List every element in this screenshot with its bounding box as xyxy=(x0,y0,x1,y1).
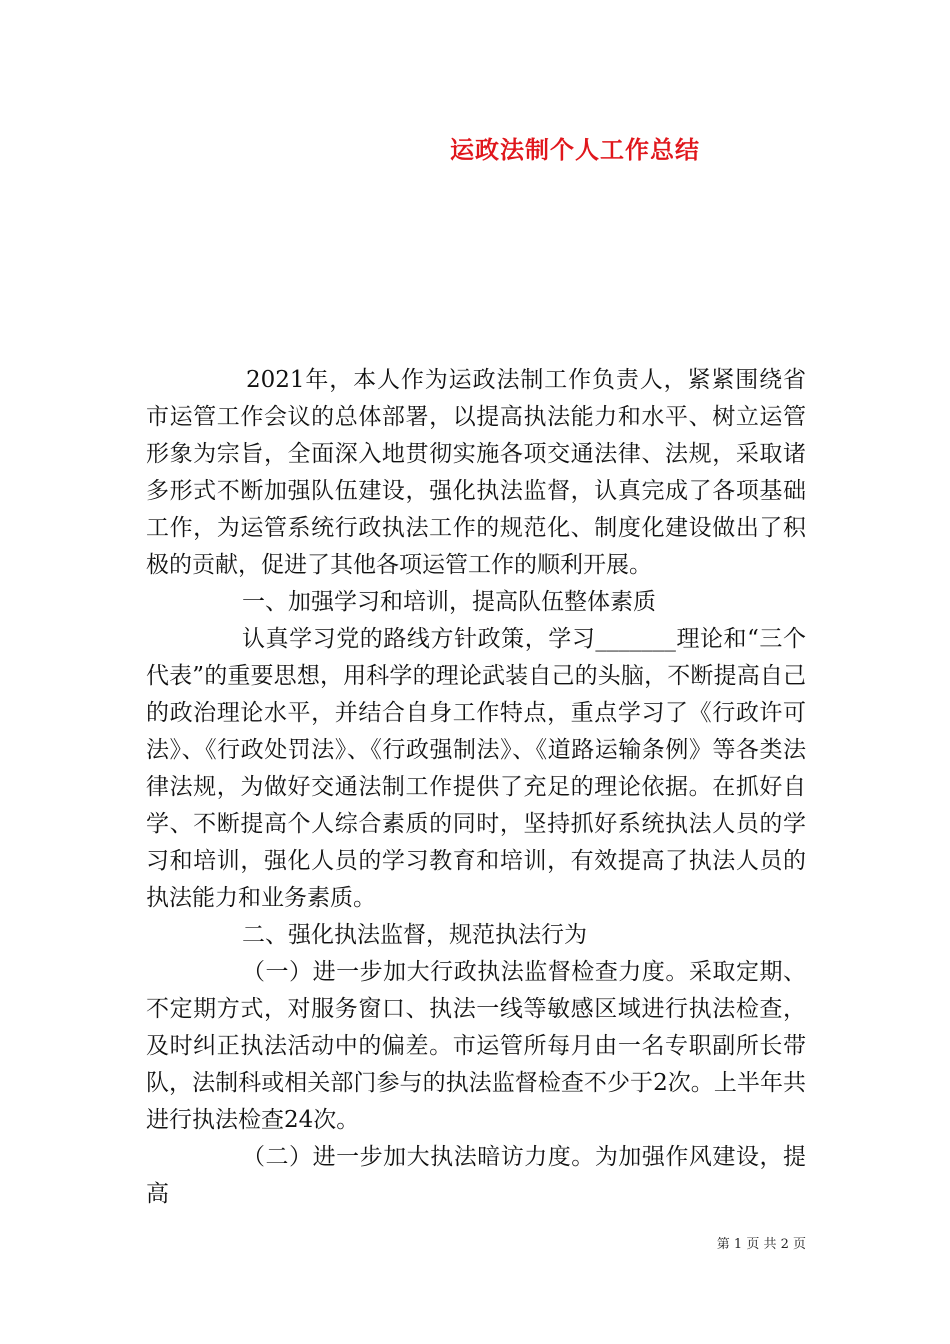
section-1-paragraph: 认真学习党的路线方针政策，学习_______理论和“三个代表”的重要思想，用科学的理论武装自己的头脑，不断提高自己的政治理论水平，并结合自身工作特点，重点学习了《行政许可法》、《行政处罚法》、《行政强制法》、《道路运输条例》等各类法律法规，为做好交通法制工作提供了充足的理论依据。在抓好自学、不断提高个人综合素质的同时，坚持抓好系统执法人员的学习和培训，强化人员的学习教育和培训，有效提高了执法人员的执法能力和业务素质。 xyxy=(146,626,806,911)
document-body xyxy=(146,362,806,1213)
intro-paragraph: 2021年，本人作为运政法制工作负责人，紧紧围绕省市运管工作会议的总体部署，以提高执法能力和水平、树立运管形象为宗旨，全面深入地贯彻实施各项交通法律、法规，采取诸多形式不断加强队伍建设，强化执法监督，认真完成了各项基础工作，为运管系统行政执法工作的规范化、制度化建设做出了积极的贡献，促进了其他各项运管工作的顺利开展。 xyxy=(146,367,806,578)
section-heading-1: 一、加强学习和培训，提高队伍整体素质 xyxy=(242,589,656,615)
section-heading-2: 二、强化执法监督，规范执法行为 xyxy=(242,922,587,948)
section-2-paragraph-1: （一）进一步加大行政执法监督检查力度。采取定期、不定期方式，对服务窗口、执法一线等敏感区域进行执法检查，及时纠正执法活动中的偏差。市运管所每月由一名专职副所长带队，法制科或相关部门参与的执法监督检查不少于2次。上半年共进行执法检查24次。 xyxy=(146,959,806,1133)
document-title: 运政法制个人工作总结 xyxy=(450,136,700,164)
section-2-paragraph-2: （二）进一步加大执法暗访力度。为加强作风建设，提高 xyxy=(146,1144,806,1207)
page-number: 第 1 页 共 2 页 xyxy=(716,1237,806,1252)
